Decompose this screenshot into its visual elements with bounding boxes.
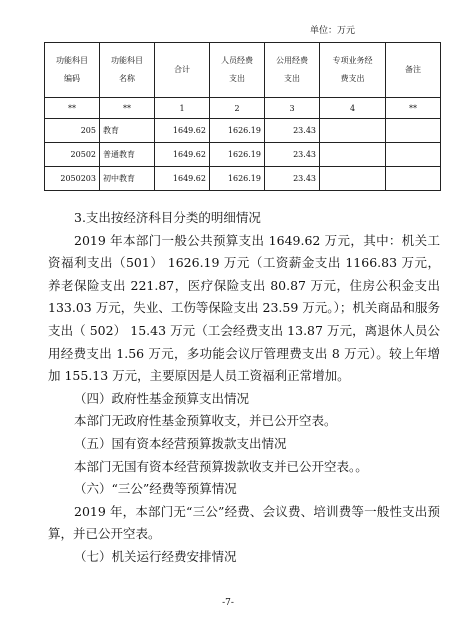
header-note: 备注 bbox=[386, 43, 441, 98]
paragraph: 2019 年，本部门无“三公”经费、会议费、培训费等一般性支出预算，并已公开空表。 bbox=[48, 503, 440, 542]
table-row bbox=[45, 167, 441, 191]
cell-code: 205 bbox=[45, 119, 100, 143]
cell-special bbox=[320, 143, 386, 167]
paragraph: 2019 年本部门一般公共预算支出 1649.62 万元，其中：机关工资福利支出（501） 1626.19 万元（工资薪金支出 1166.83 万元，养老保险支出 221.87，医疗保险支出 80.87 万元，住房公积金支出 133.03 万元，失业、工伤等保险支出 23.59 万元。）；机关商品和服务支出（ 502） 15.43 万元（工会经费支出 13.87 万元，离退休人员公用经费支出 1.56 万元，多功能会议厅管理费支出 8 万元）。较上年增加 155.13 万元，主要原因是人员工资福利正常增加。 bbox=[48, 232, 440, 384]
cell-total: 1649.62 bbox=[155, 119, 210, 143]
table-index-row bbox=[45, 98, 441, 119]
paragraph: 本部门无国有资本经营预算拨款收支并已公开空表。。 bbox=[74, 458, 368, 474]
header-special: 专项业务经 费支出 bbox=[320, 43, 386, 98]
index-cell: 2 bbox=[210, 98, 265, 119]
document-body bbox=[48, 207, 440, 569]
cell-total: 1649.62 bbox=[155, 143, 210, 167]
cell-special bbox=[320, 119, 386, 143]
header-personnel: 人员经费 支出 bbox=[210, 43, 265, 98]
unit-label: 单位：万元 bbox=[310, 26, 356, 36]
cell-public: 23.43 bbox=[265, 119, 320, 143]
cell-personnel: 1626.19 bbox=[210, 167, 265, 191]
index-cell: 1 bbox=[155, 98, 210, 119]
cell-note bbox=[386, 119, 441, 143]
table-row bbox=[45, 143, 441, 167]
cell-name: 普通教育 bbox=[100, 143, 155, 167]
cell-personnel: 1626.19 bbox=[210, 143, 265, 167]
section-heading: （五）国有资本经营预算拨款支出情况 bbox=[74, 435, 287, 451]
cell-personnel: 1626.19 bbox=[210, 119, 265, 143]
table-row bbox=[45, 119, 441, 143]
header-code: 功能科目 编码 bbox=[45, 43, 100, 98]
cell-note bbox=[386, 143, 441, 167]
section-heading: 3.支出按经济科目分类的明细情况 bbox=[74, 210, 261, 225]
index-cell: ** bbox=[386, 98, 441, 119]
section-heading: （四）政府性基金预算支出情况 bbox=[74, 390, 250, 406]
cell-total: 1649.62 bbox=[155, 167, 210, 191]
index-cell: 3 bbox=[265, 98, 320, 119]
budget-table bbox=[44, 42, 441, 191]
paragraph: 本部门无政府性基金预算收支，并已公开空表。 bbox=[74, 413, 337, 429]
cell-special bbox=[320, 167, 386, 191]
header-total: 合计 bbox=[155, 43, 210, 98]
cell-name: 初中教育 bbox=[100, 167, 155, 191]
page-number: -7- bbox=[222, 598, 234, 608]
cell-code: 2050203 bbox=[45, 167, 100, 191]
index-cell: ** bbox=[45, 98, 100, 119]
index-cell: ** bbox=[100, 98, 155, 119]
index-cell: 4 bbox=[320, 98, 386, 119]
header-name: 功能科目 名称 bbox=[100, 43, 155, 98]
table-header-row bbox=[45, 43, 441, 98]
cell-code: 20502 bbox=[45, 143, 100, 167]
header-public: 公用经费 支出 bbox=[265, 43, 320, 98]
section-heading: （七）机关运行经费安排情况 bbox=[74, 548, 237, 564]
cell-name: 教育 bbox=[100, 119, 155, 143]
cell-public: 23.43 bbox=[265, 143, 320, 167]
cell-public: 23.43 bbox=[265, 167, 320, 191]
section-heading: （六）“三公”经费等预算情况 bbox=[74, 481, 237, 497]
cell-note bbox=[386, 167, 441, 191]
